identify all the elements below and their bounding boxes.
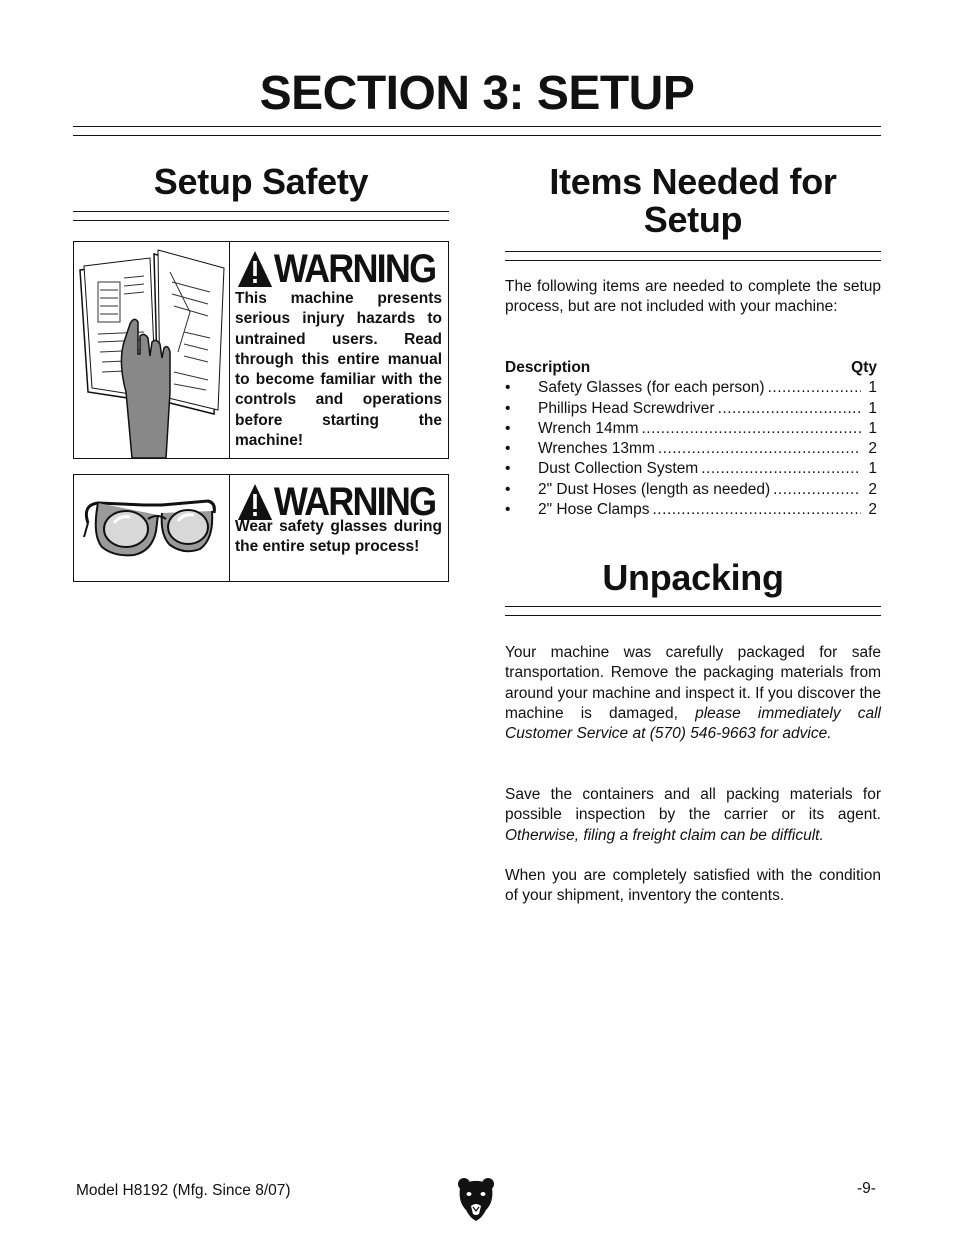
item-name: Wrenches 13mm [538,440,655,458]
items-needed-rule [505,251,881,261]
item-qty: 1 [868,399,877,417]
bullet: • [505,501,511,519]
warning-heading-1 [237,248,435,290]
items-needed-heading [505,163,881,239]
manual-reading-illustration [74,242,230,458]
footer-page-number: -9- [857,1180,876,1197]
item-name: Dust Collection System [538,460,699,478]
warning-label-2: WARNING [273,480,436,524]
unpacking-paragraph-2 [505,785,881,846]
col-qty: Qty [851,359,877,376]
item-qty: 2 [868,501,877,519]
section-title: SECTION 3: SETUP [259,67,695,120]
leader-dots [768,378,861,398]
list-item [505,378,877,398]
item-qty: 2 [868,480,877,498]
items-needed-heading-line2: Setup [643,199,743,240]
bullet: • [505,419,511,437]
leader-dots [642,419,862,439]
bear-logo-icon [456,1176,496,1222]
unpacking-heading: Unpacking [602,557,784,598]
list-item [505,419,877,439]
title-rule [73,126,881,136]
unpacking-paragraph-3: When you are completely satisfied with the condition of your shipment, inventory the contents. [505,867,881,905]
unpacking-p2-text: Save the containers and all packing materials for possible inspection by the carrier or its agent. [505,786,881,824]
item-name: Phillips Head Screwdriver [538,399,715,417]
items-list [505,358,877,520]
item-qty: 1 [868,419,877,437]
item-name: Safety Glasses (for each person) [538,379,765,397]
bullet: • [505,379,511,397]
leader-dots [773,480,861,500]
bullet: • [505,460,511,478]
warning-box-manual [73,241,449,459]
leader-dots [658,439,861,459]
col-description: Description [505,359,591,376]
warning-triangle-icon [237,250,273,288]
leader-dots [718,399,861,419]
unpacking-p1-italic: please immediately call Customer Service at (570) 546-9663 for advice. [505,704,881,743]
item-name: 2" Hose Clamps [538,501,650,519]
bullet: • [505,480,511,498]
item-name: Wrench 14mm [538,419,639,437]
item-qty: 2 [868,440,877,458]
list-item [505,399,877,419]
warning-text-2: Wear safety glasses during the entire setup process! [235,518,442,556]
setup-safety-heading: Setup Safety [153,161,369,202]
bullet: • [505,399,511,417]
open-manual-icon [74,242,229,458]
bullet: • [505,440,511,458]
safety-glasses-icon [74,475,229,581]
footer-model: Model H8192 (Mfg. Since 8/07) [76,1182,291,1199]
unpacking-p2-italic: Otherwise, filing a freight claim can be difficult. [505,826,824,844]
setup-safety-rule [73,211,449,221]
leader-dots [652,500,861,520]
list-item [505,500,877,520]
warning-label-1: WARNING [273,247,436,291]
warning-box-glasses [73,474,449,582]
unpacking-paragraph-1 [505,643,881,744]
items-needed-heading-line1: Items Needed for [549,161,837,202]
item-qty: 1 [868,379,877,397]
leader-dots [701,459,861,479]
list-item [505,459,877,479]
unpacking-rule [505,606,881,616]
list-item [505,480,877,500]
item-name: 2" Dust Hoses (length as needed) [538,480,771,498]
safety-glasses-illustration [74,475,230,581]
unpacking-p1-text: Your machine was carefully packaged for safe transportation. Remove the packaging materials from around your machine and inspect it. If you discover the machine is damaged, [505,644,881,722]
warning-triangle-icon [237,483,273,521]
items-list-header [505,358,877,378]
list-item [505,439,877,459]
item-qty: 1 [868,460,877,478]
items-needed-intro: The following items are needed to complete the setup process, but are not included with your machine: [505,278,881,316]
warning-text-1: This machine presents serious injury hazards to untrained users. Read through this entire manual to become familiar with the controls and operations before starting the machine! [235,290,442,450]
